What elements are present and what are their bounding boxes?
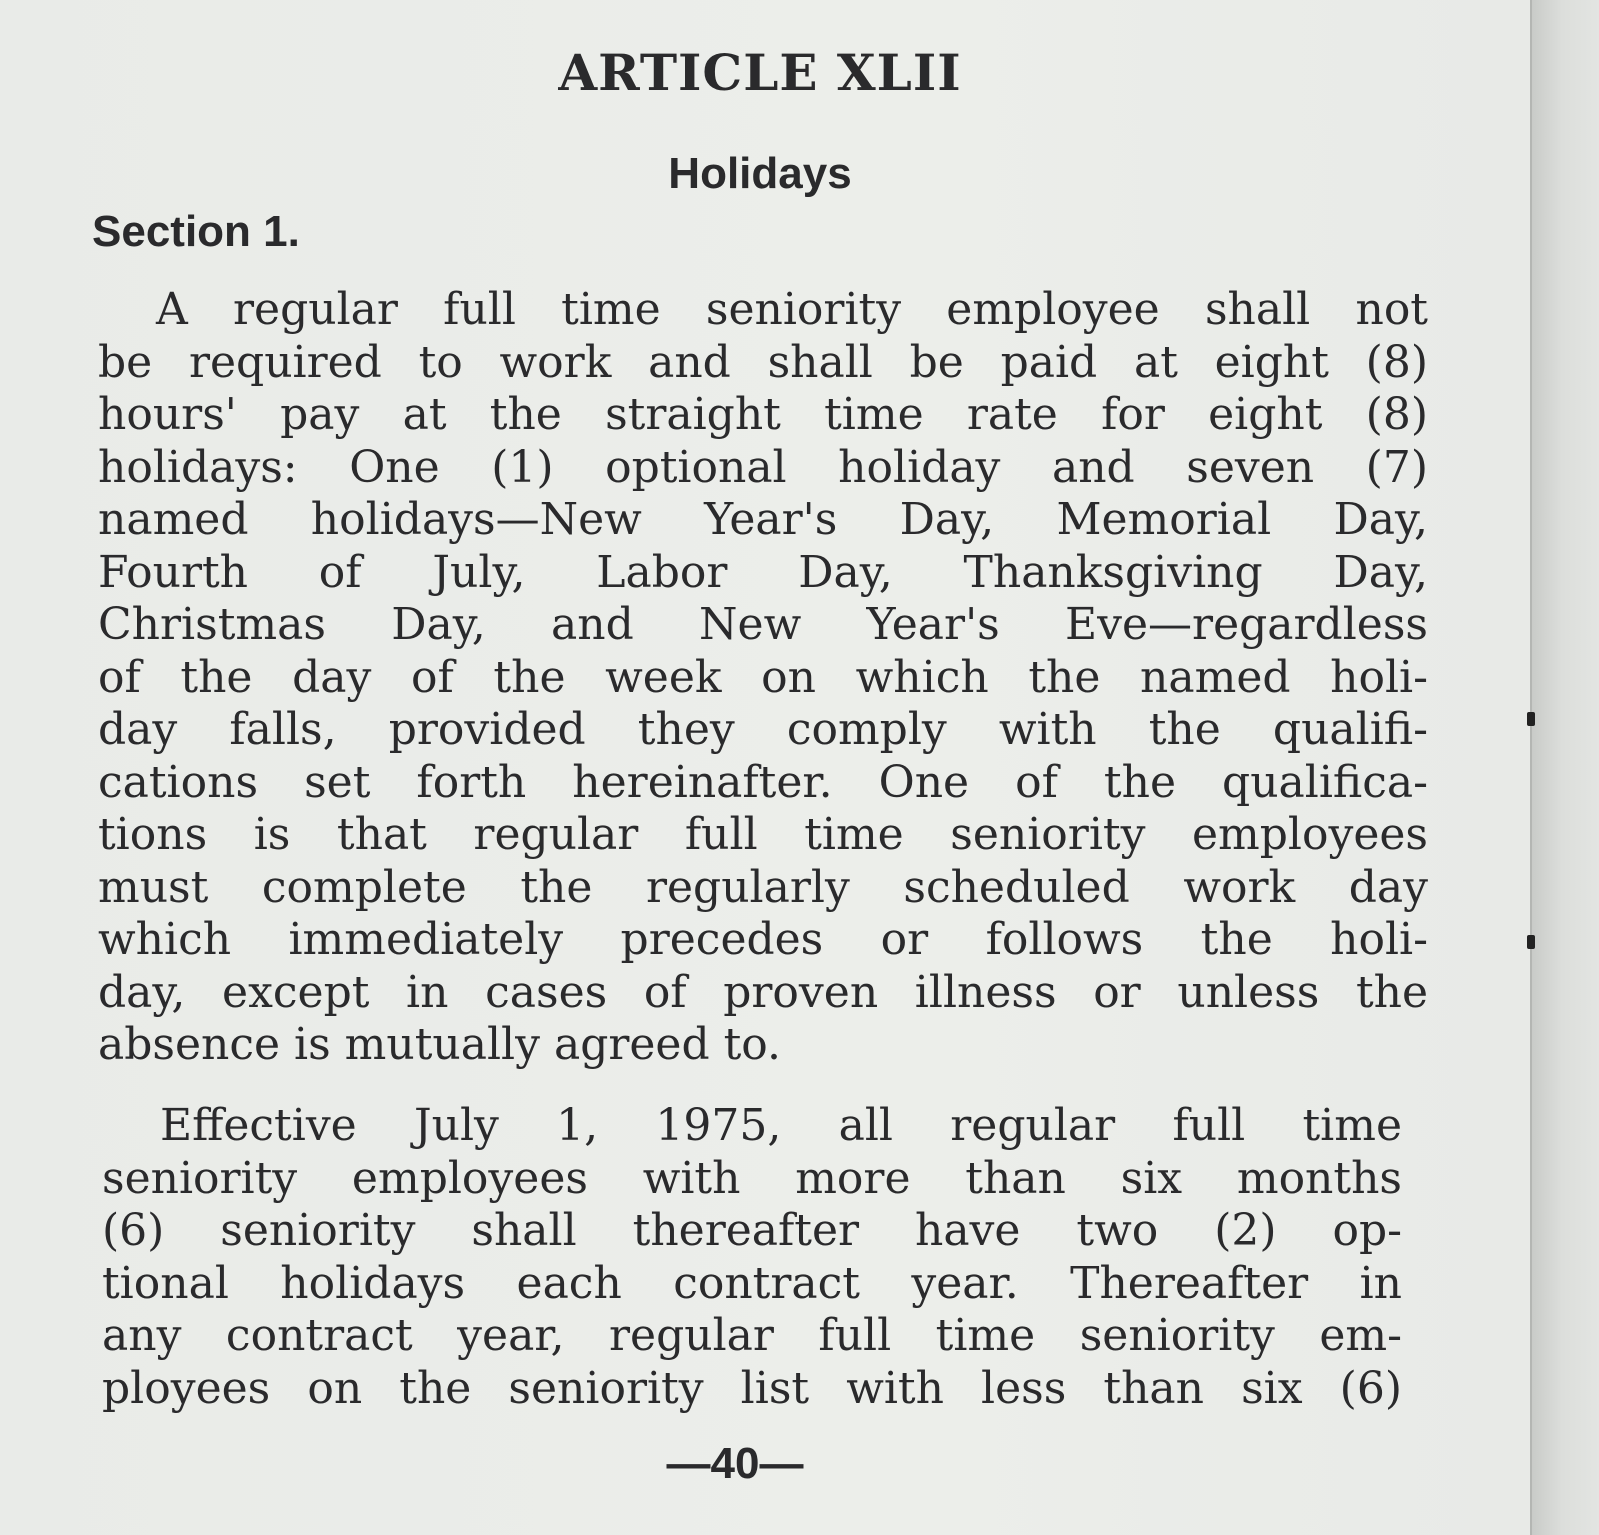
text-line: day falls, provided they comply with the qualifi- [98, 704, 1428, 755]
article-subtitle: Holidays [668, 149, 852, 198]
text-line: named holidays—New Year's Day, Memorial Day, [98, 494, 1428, 545]
section-label: Section 1. [92, 207, 300, 256]
staple-icon [1527, 935, 1535, 949]
text-line: Effective July 1, 1975, all regular full time [160, 1100, 1402, 1151]
text-line: Christmas Day, and New Year's Eve—regardless [98, 599, 1428, 650]
booklet-binding-gutter [1530, 0, 1599, 1535]
text-line: hours' pay at the straight time rate for eight (8) [98, 389, 1428, 440]
text-line: (6) seniority shall thereafter have two (2) op- [102, 1205, 1402, 1256]
text-line: must complete the regularly scheduled work day [98, 861, 1428, 913]
text-line: absence is mutually agreed to. [98, 1019, 782, 1070]
text-line: seniority employees with more than six months [102, 1152, 1402, 1204]
page-number: —40— [666, 1439, 804, 1488]
paragraph-2 [102, 1100, 1402, 1415]
article-title: ARTICLE XLII [558, 43, 962, 102]
text-line: cations set forth hereinafter. One of the qualifica- [98, 756, 1428, 808]
text-line: be required to work and shall be paid at eight (8) [98, 336, 1428, 388]
text-line: which immediately precedes or follows the holi- [98, 914, 1428, 965]
staple-icon [1527, 712, 1535, 726]
text-line: Fourth of July, Labor Day, Thanksgiving Day, [98, 546, 1428, 598]
paragraph-1 [98, 284, 1428, 1072]
text-line: ployees on the seniority list with less than six (6) [102, 1362, 1402, 1414]
text-line: tional holidays each contract year. Thereafter in [102, 1257, 1402, 1309]
text-line: any contract year, regular full time seniority em- [102, 1310, 1402, 1361]
text-line: of the day of the week on which the named holi- [98, 651, 1428, 703]
text-line: holidays: One (1) optional holiday and seven (7) [98, 441, 1428, 493]
text-line: tions is that regular full time seniority employees [98, 809, 1428, 860]
text-line: A regular full time seniority employee shall not [156, 284, 1428, 335]
text-line: day, except in cases of proven illness or unless the [98, 966, 1428, 1018]
